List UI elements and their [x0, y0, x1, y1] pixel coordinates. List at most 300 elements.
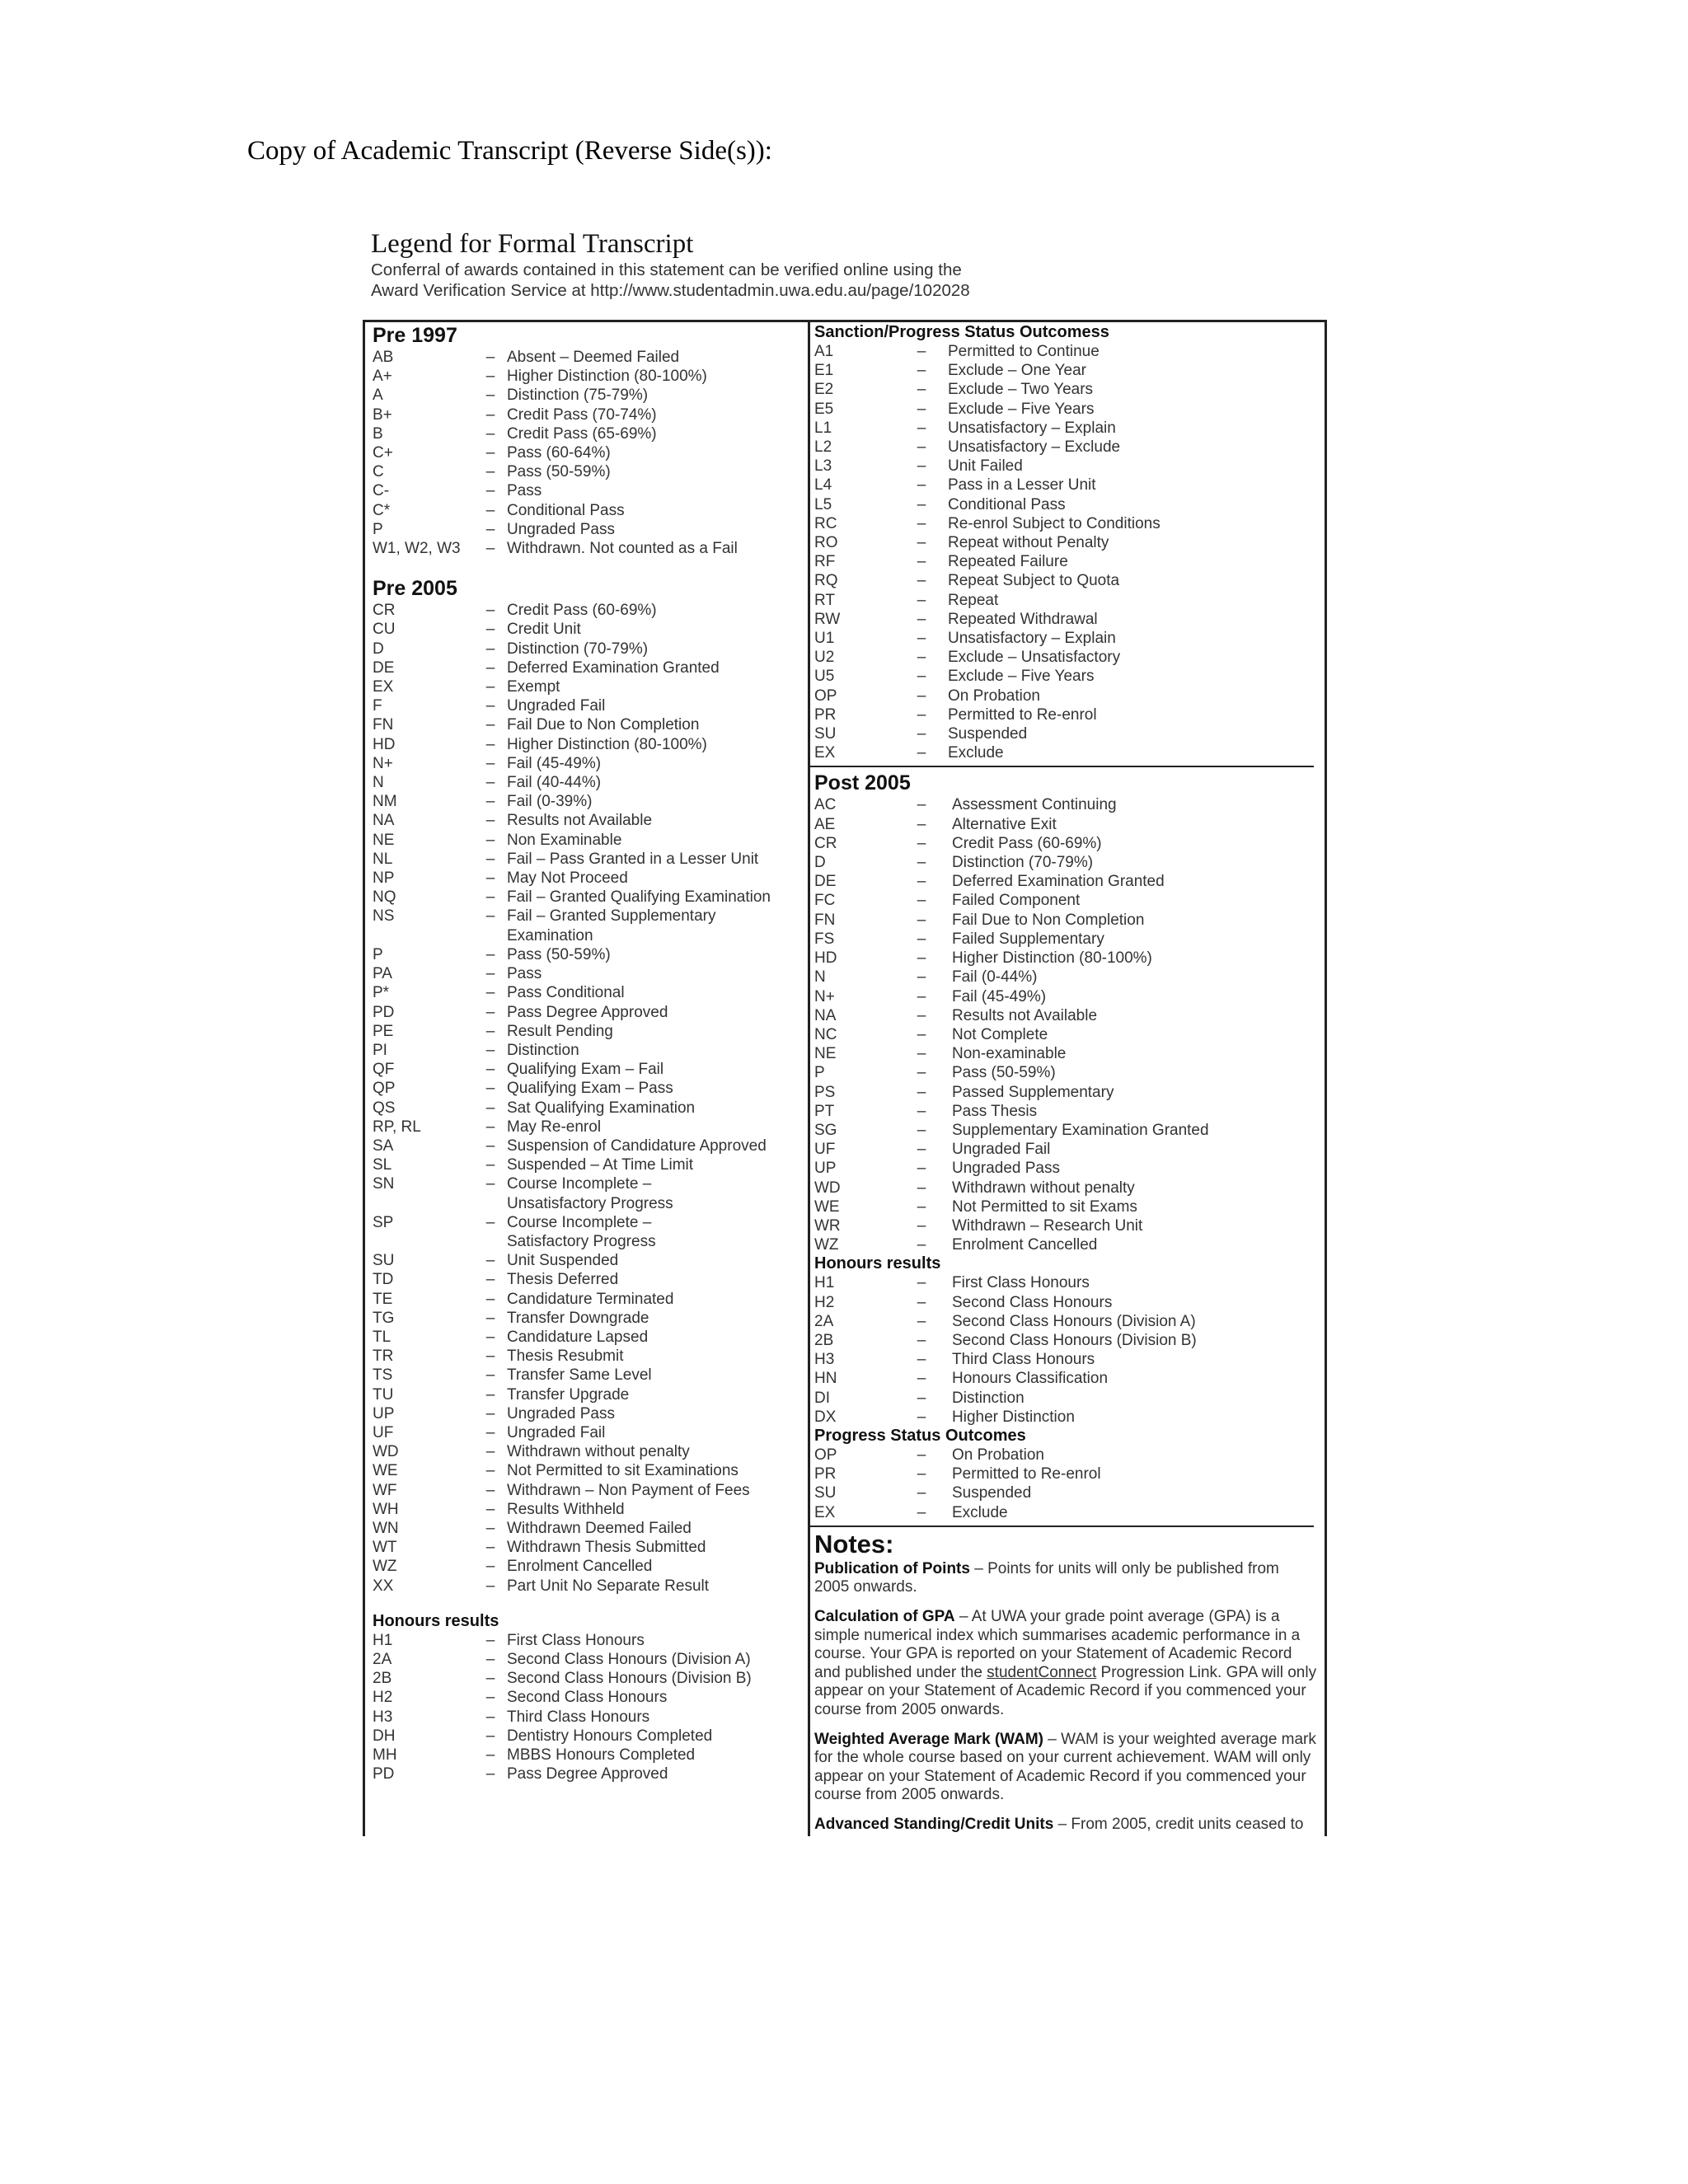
legend-description: First Class Honours [952, 1274, 1090, 1292]
legend-description: Deferred Examination Granted [952, 873, 1165, 891]
legend-dash: – [485, 1765, 495, 1783]
legend-dash: – [917, 610, 926, 628]
legend-row [373, 1060, 801, 1079]
legend-row [373, 1404, 801, 1423]
legend-code: P [814, 1064, 825, 1082]
legend-dash: – [917, 534, 926, 552]
legend-description: Ungraded Fail [952, 1141, 1051, 1159]
legend-code: L2 [814, 438, 832, 457]
legend-dash: – [485, 1385, 495, 1404]
legend-dash: – [917, 687, 926, 705]
legend-description: Ungraded Fail [507, 1423, 606, 1441]
legend-row [814, 1063, 1317, 1082]
legend-description: Withdrawn without penalty [507, 1443, 690, 1461]
legend-code: PR [814, 705, 837, 724]
legend-code: PR [814, 1465, 837, 1483]
legend-row [373, 1650, 801, 1669]
legend-dash: – [917, 630, 926, 648]
legend-code: SU [814, 725, 837, 743]
legend-dash: – [485, 1558, 495, 1576]
legend-row [814, 1083, 1317, 1102]
legend-description: Repeat Subject to Quota [948, 572, 1120, 590]
legend-description: Credit Pass (65-69%) [507, 424, 657, 443]
legend-code: WH [373, 1500, 399, 1518]
legend-row [814, 1159, 1317, 1178]
legend-dash: – [485, 793, 495, 811]
legend-code: FC [814, 892, 836, 910]
legend-code: TU [373, 1385, 394, 1404]
legend-row [373, 462, 801, 481]
legend-code: H2 [373, 1689, 393, 1707]
legend-code: E1 [814, 362, 834, 380]
legend-description: Credit Pass (70-74%) [507, 405, 657, 424]
legend-dash: – [485, 1727, 495, 1745]
legend-dash: – [917, 1216, 926, 1235]
legend-dash: – [917, 1465, 926, 1483]
legend-dash: – [485, 1022, 495, 1040]
legend-dash: – [485, 888, 495, 907]
note-adv-text: – From 2005, credit units ceased to [1053, 1815, 1304, 1833]
legend-code: H1 [814, 1274, 835, 1292]
legend-dash: – [917, 1121, 926, 1139]
legend-code: NA [814, 1006, 837, 1024]
legend-row [814, 533, 1317, 552]
legend-dash: – [485, 482, 495, 500]
legend-row [373, 1003, 801, 1022]
legend-row [373, 1423, 801, 1442]
legend-dash: – [485, 754, 495, 772]
legend-code: D [814, 854, 826, 872]
legend-dash: – [917, 705, 926, 724]
legend-code: WE [373, 1462, 398, 1480]
legend-row [814, 743, 1317, 762]
legend-dash: – [485, 520, 495, 538]
legend-dash: – [485, 444, 495, 462]
legend-dash: – [485, 602, 495, 620]
legend-row [373, 1290, 801, 1309]
legend-dash: – [917, 911, 926, 929]
legend-code: W1, W2, W3 [373, 540, 461, 558]
legend-description: Higher Distinction [952, 1408, 1075, 1426]
legend-code: C- [373, 482, 390, 500]
legend-code: SU [814, 1484, 837, 1502]
legend-dash: – [917, 1006, 926, 1024]
legend-dash: – [917, 1274, 926, 1292]
legend-dash: – [485, 1041, 495, 1059]
legend-row [373, 1442, 801, 1461]
legend-description: Sat Qualifying Examination [507, 1099, 696, 1117]
legend-dash: – [917, 892, 926, 910]
legend-code: NL [373, 850, 393, 868]
legend-description: Suspended [952, 1484, 1032, 1502]
legend-description: Not Permitted to sit Examinations [507, 1462, 738, 1480]
legend-row [373, 754, 801, 773]
legend-description: On Probation [952, 1446, 1044, 1464]
legend-row [373, 715, 801, 734]
legend-code: QS [373, 1099, 396, 1117]
legend-code: N+ [373, 754, 393, 772]
legend-dash: – [485, 1519, 495, 1537]
legend-row [814, 1350, 1317, 1369]
legend-code: RW [814, 610, 841, 628]
legend-dash: – [917, 457, 926, 476]
legend-code: PA [373, 965, 392, 983]
legend-code: L3 [814, 457, 832, 476]
legend-code: L4 [814, 476, 832, 494]
legend-code: PI [373, 1041, 387, 1059]
legend-row [373, 1631, 801, 1650]
legend-dash: – [485, 640, 495, 658]
legend-dash: – [917, 1389, 926, 1407]
legend-dash: – [485, 1271, 495, 1289]
legend-description: Distinction [952, 1389, 1025, 1407]
legend-dash: – [917, 987, 926, 1005]
legend-row [373, 1557, 801, 1576]
legend-description: Fail (45-49%) [507, 754, 602, 772]
legend-row [373, 696, 801, 715]
legend-description: Candidature Lapsed [507, 1328, 649, 1346]
legend-row [814, 1465, 1317, 1483]
legend-description: Supplementary Examination Granted [952, 1121, 1209, 1139]
legend-description: Transfer Downgrade [507, 1309, 649, 1327]
legend-description: Fail (0-44%) [952, 968, 1038, 987]
legend-description: Pass [507, 965, 542, 983]
legend-description: Exempt [507, 678, 560, 696]
notes-section [814, 1530, 1317, 1835]
legend-dash: – [485, 869, 495, 888]
legend-description: Course Incomplete – Satisfactory Progress [507, 1213, 656, 1250]
legend-description: Honours Classification [952, 1370, 1109, 1388]
legend-row [373, 831, 801, 850]
legend-row [814, 610, 1317, 629]
legend-description: Suspended – At Time Limit [507, 1156, 694, 1174]
legend-code: 2B [373, 1670, 392, 1688]
legend-row [373, 1041, 801, 1060]
legend-row [814, 1369, 1317, 1388]
legend-code: CU [373, 621, 396, 639]
legend-code: QP [373, 1080, 396, 1098]
legend-code: A1 [814, 343, 834, 360]
legend-description: Results not Available [952, 1006, 1098, 1024]
legend-dash: – [485, 658, 495, 677]
legend-row [814, 1408, 1317, 1427]
legend-dash: – [917, 343, 926, 360]
legend-dash: – [917, 796, 926, 814]
legend-description: Exclude – One Year [948, 362, 1086, 380]
legend-description: Withdrawn – Non Payment of Fees [507, 1481, 750, 1499]
legend-code: N [814, 968, 826, 987]
legend-description: Ungraded Pass [507, 1404, 615, 1422]
legend-row [814, 457, 1317, 476]
legend-dash: – [485, 1423, 495, 1441]
legend-dash: – [485, 368, 495, 386]
legend-dash: – [485, 907, 495, 926]
legend-description: Failed Component [952, 892, 1081, 910]
legend-row [373, 773, 801, 792]
legend-dash: – [917, 1045, 926, 1063]
legend-code: TS [373, 1366, 393, 1385]
legend-dash: – [917, 1160, 926, 1178]
legend-description: Withdrawn. Not counted as a Fail [507, 540, 738, 558]
legend-code: UF [373, 1423, 394, 1441]
legend-description: Non-examinable [952, 1045, 1067, 1063]
note-gpa-heading: Calculation of GPA [814, 1607, 955, 1625]
sanction-title: Sanction/Progress Status Outcomess [814, 323, 1109, 341]
legend-dash: – [485, 1175, 495, 1193]
legend-description: On Probation [948, 687, 1040, 705]
legend-description: Conditional Pass [507, 501, 625, 519]
legend-dash: – [917, 1370, 926, 1388]
legend-code: P [373, 520, 383, 538]
legend-code: RF [814, 553, 836, 571]
legend-description: Fail Due to Non Completion [952, 911, 1145, 929]
legend-code: UP [814, 1160, 837, 1178]
legend-description: Part Unit No Separate Result [507, 1577, 710, 1595]
legend-description: Second Class Honours (Division B) [952, 1331, 1197, 1349]
legend-row [814, 495, 1317, 514]
legend-row [814, 949, 1317, 968]
legend-dash: – [917, 854, 926, 872]
legend-row [814, 1102, 1317, 1121]
legend-code: RC [814, 514, 837, 532]
legend-dash: – [485, 387, 495, 405]
legend-row [814, 591, 1317, 610]
legend-description: Pass Degree Approved [507, 1765, 668, 1783]
legend-row [373, 1328, 801, 1347]
legend-code: DX [814, 1408, 837, 1426]
legend-row [373, 658, 801, 677]
legend-description: Conditional Pass [948, 495, 1066, 513]
legend-description: Withdrawn – Research Unit [952, 1216, 1143, 1235]
legend-dash: – [917, 438, 926, 457]
studentconnect-link[interactable]: studentConnect [987, 1663, 1097, 1681]
legend-dash: – [485, 1213, 495, 1231]
legend-description: Credit Pass (60-69%) [952, 834, 1102, 852]
legend-dash: – [917, 553, 926, 571]
left-column [373, 323, 801, 1783]
legend-row [814, 815, 1317, 834]
legend-dash: – [485, 1309, 495, 1327]
legend-dash: – [485, 1252, 495, 1270]
legend-row [373, 348, 801, 367]
legend-description: Distinction (75-79%) [507, 387, 649, 405]
legend-description: Re-enrol Subject to Conditions [948, 514, 1160, 532]
legend-code: OP [814, 1446, 837, 1464]
legend-description: Non Examinable [507, 831, 622, 849]
post2005-title: Post 2005 [814, 771, 911, 795]
legend-code: U2 [814, 649, 835, 667]
legend-code: TE [373, 1290, 393, 1308]
legend-description: Credit Pass (60-69%) [507, 602, 657, 620]
legend-intro-line1: Conferral of awards contained in this statement can be verified online using the [371, 260, 962, 279]
legend-description: Higher Distinction (80-100%) [507, 368, 707, 386]
legend-dash: – [485, 697, 495, 715]
legend-dash: – [917, 1025, 926, 1043]
legend-dash: – [485, 812, 495, 830]
legend-row [814, 911, 1317, 930]
legend-dash: – [485, 735, 495, 753]
legend-row [373, 1519, 801, 1538]
legend-row [373, 811, 801, 830]
legend-code: WE [814, 1197, 840, 1216]
legend-code: B+ [373, 405, 392, 424]
legend-code: F [373, 697, 382, 715]
legend-code: SL [373, 1156, 392, 1174]
legend-description: Exclude – Five Years [948, 668, 1095, 686]
legend-description: MBBS Honours Completed [507, 1746, 696, 1765]
legend-row [814, 1025, 1317, 1044]
legend-dash: – [917, 1141, 926, 1159]
note-wam [814, 1731, 1317, 1805]
legend-row [814, 1273, 1317, 1292]
legend-code: H3 [814, 1351, 835, 1369]
legend-description: Pass Conditional [507, 984, 625, 1002]
legend-intro [371, 260, 1113, 301]
legend-dash: – [917, 968, 926, 987]
legend-description: Higher Distinction (80-100%) [952, 949, 1152, 968]
legend-description: Ungraded Pass [507, 520, 615, 538]
legend-dash: – [485, 405, 495, 424]
legend-row [814, 476, 1317, 494]
legend-row [814, 667, 1317, 686]
legend-dash: – [485, 501, 495, 519]
legend-code: L1 [814, 419, 832, 437]
legend-row [814, 361, 1317, 380]
page-heading: Copy of Academic Transcript (Reverse Side(s)): [247, 136, 772, 166]
legend-description: Fail – Granted Qualifying Examination [507, 888, 771, 907]
legend-row [814, 648, 1317, 667]
legend-dash: – [917, 815, 926, 833]
legend-row [373, 907, 801, 944]
legend-dash: – [485, 1670, 495, 1688]
legend-description: Fail Due to Non Completion [507, 716, 700, 734]
legend-code: CR [814, 834, 837, 852]
legend-dash: – [917, 1351, 926, 1369]
legend-row [373, 1669, 801, 1688]
legend-row [814, 1503, 1317, 1522]
legend-row [814, 930, 1317, 949]
legend-description: Fail (45-49%) [952, 987, 1047, 1005]
legend-row [814, 1483, 1317, 1502]
legend-dash: – [917, 1083, 926, 1101]
legend-row [373, 1270, 801, 1289]
legend-row [814, 724, 1317, 743]
legend-dash: – [917, 834, 926, 852]
legend-dash: – [485, 1156, 495, 1174]
legend-description: Second Class Honours (Division A) [507, 1651, 751, 1668]
legend-description: Dentistry Honours Completed [507, 1727, 713, 1745]
legend-row [814, 380, 1317, 399]
legend-dash: – [917, 381, 926, 399]
legend-description: Repeated Failure [948, 553, 1068, 571]
legend-row [373, 1022, 801, 1041]
legend-description: Withdrawn Thesis Submitted [507, 1539, 706, 1557]
legend-code: SN [373, 1175, 395, 1193]
legend-dash: – [485, 1577, 495, 1595]
legend-code: EX [814, 1503, 836, 1521]
legend-code: L5 [814, 495, 832, 513]
legend-row [373, 601, 801, 620]
note-wam-text: – WAM is your weighted average mark for the whole course based on your current achievement. WAM will only appear on your Statement of Academic Record if you commenced your course from 2005 onwards. [814, 1730, 1316, 1804]
legend-description: Course Incomplete – Unsatisfactory Progress [507, 1175, 673, 1212]
legend-code: FN [814, 911, 836, 929]
legend-row [814, 1179, 1317, 1197]
legend-dash: – [485, 1539, 495, 1557]
legend-description: Fail (0-39%) [507, 793, 593, 811]
legend-description: Not Complete [952, 1025, 1048, 1043]
legend-code: 2A [814, 1312, 834, 1330]
legend-row [373, 983, 801, 1002]
legend-row [814, 629, 1317, 648]
legend-code: NS [373, 907, 395, 926]
legend-description: Exclude – Unsatisfactory [948, 649, 1121, 667]
legend-code: CR [373, 602, 396, 620]
note-wam-heading: Weighted Average Mark (WAM) [814, 1730, 1044, 1748]
legend-code: H3 [373, 1708, 393, 1726]
legend-row [373, 1174, 801, 1212]
legend-code: 2B [814, 1331, 834, 1349]
legend-dash: – [485, 1137, 495, 1155]
legend-intro-line2: Award Verification Service at http://www.studentadmin.uwa.edu.au/page/102028 [371, 281, 970, 300]
legend-description: Credit Unit [507, 621, 581, 639]
legend-row [814, 1216, 1317, 1235]
legend-code: H1 [373, 1631, 393, 1649]
legend-row [373, 1385, 801, 1404]
legend-code: AC [814, 796, 837, 814]
legend-code: NE [373, 831, 395, 849]
legend-description: Unsatisfactory – Explain [948, 630, 1116, 648]
legend-description: Withdrawn Deemed Failed [507, 1519, 692, 1537]
legend-description: Unsatisfactory – Explain [948, 419, 1116, 437]
legend-row [814, 1312, 1317, 1331]
legend-dash: – [485, 1462, 495, 1480]
legend-row [814, 400, 1317, 419]
legend-dash: – [485, 831, 495, 849]
legend-row [373, 1251, 801, 1270]
legend-dash: – [485, 1404, 495, 1422]
legend-description: Distinction (70-79%) [952, 854, 1094, 872]
legend-code: MH [373, 1746, 397, 1765]
legend-dash: – [485, 1708, 495, 1726]
legend-row [814, 1293, 1317, 1312]
legend-code: WR [814, 1216, 841, 1235]
legend-code: XX [373, 1577, 394, 1595]
legend-description: Unsatisfactory – Exclude [948, 438, 1121, 457]
legend-row [373, 1461, 801, 1480]
legend-code: DI [814, 1389, 830, 1407]
legend-description: May Re-enrol [507, 1118, 602, 1136]
right-column [814, 323, 1317, 1845]
legend-row [373, 520, 801, 539]
legend-dash: – [917, 1064, 926, 1082]
legend-code: PS [814, 1083, 836, 1101]
legend-code: HD [814, 949, 837, 968]
legend-row [373, 405, 801, 424]
legend-dash: – [485, 1481, 495, 1499]
progress-status-title: Progress Status Outcomes [814, 1426, 1026, 1445]
pre2005-list [373, 601, 801, 1596]
legend-row [373, 1500, 801, 1519]
legend-row [814, 1006, 1317, 1025]
legend-row [373, 424, 801, 443]
legend-row [814, 1044, 1317, 1063]
legend-row [373, 1118, 801, 1137]
pre1997-title: Pre 1997 [373, 324, 457, 347]
legend-code: E5 [814, 400, 834, 418]
note-points-heading: Publication of Points [814, 1559, 970, 1577]
legend-row [373, 443, 801, 462]
legend-row [373, 1688, 801, 1707]
